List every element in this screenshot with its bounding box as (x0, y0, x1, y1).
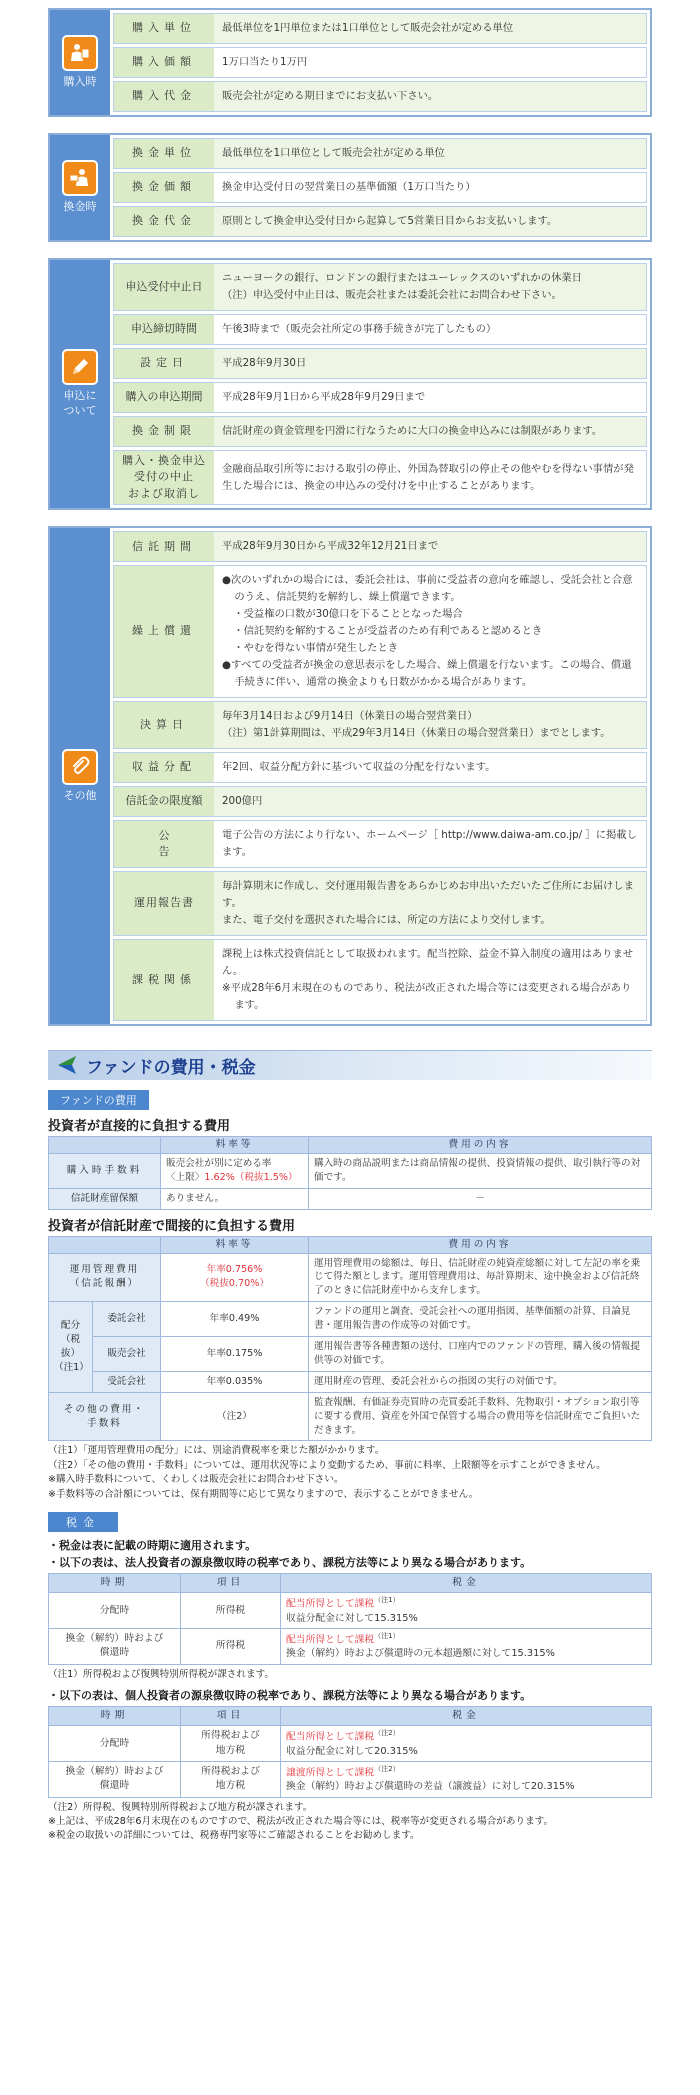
table-row (49, 1726, 652, 1762)
fees-section-title (48, 1050, 652, 1080)
row-label: 換金代金 (114, 207, 214, 236)
row-value: 平成28年9月30日 (214, 349, 646, 378)
person-cash-icon (62, 160, 98, 196)
tax-pill: 税金 (48, 1512, 118, 1532)
time-cell: 換金（解約）時および 償還時 (49, 1629, 181, 1665)
table-row (49, 1593, 652, 1629)
row-value: 課税上は株式投資信託として取扱われます。配当控除、益金不算入制度の適用はありません。 ※平成28年6月末現在のものであり、税法が改正された場合等には変更される場合があります。 (222, 948, 634, 1011)
application-restriction-row (113, 416, 647, 447)
corporate-tax-note: （注1）所得税および復興特別所得税が課されます。 (48, 1668, 274, 1680)
other-side (50, 528, 110, 1024)
time-cell: 換金（解約）時および 償還時 (49, 1762, 181, 1798)
row-label: 繰上償還 (114, 566, 214, 697)
row-value: ニューヨークの銀行、ロンドンの銀行またはユーレックスのいずれかの休業日 （注）申込受付中止日は、販売会社または委託会社にお問合わせ下さい。 (214, 264, 646, 310)
application-setup-date-row (113, 348, 647, 379)
row-label: 購入単位 (114, 14, 214, 43)
tax-cell: 譲渡所得として課税$^{(注2)}$ 換金（解約）時および償還時の差益（譲渡益）に対して20.315% (281, 1762, 652, 1798)
corporate-tax-table (48, 1573, 652, 1665)
rate-cell: 年率0.756% （税抜0.70%） (161, 1253, 309, 1302)
purchase-box (48, 8, 652, 117)
col-time: 時期 (49, 1707, 181, 1726)
content-cell: 購入時の商品説明または商品情報の提供、投資情報の提供、取引執行等の対価です。 (309, 1153, 652, 1188)
col-tax: 税金 (281, 1707, 652, 1726)
row-label: 購入価額 (114, 48, 214, 77)
row-value: 最低単位を1口単位として販売会社が定める単位 (214, 139, 646, 168)
allocation-header: 配分 （税抜） （注1） (49, 1302, 93, 1393)
other-box (48, 526, 652, 1026)
row-value: 換金申込受付日の翌営業日の基準価額（1万口当たり） (222, 180, 476, 193)
trust-limit-row (113, 786, 647, 817)
allocation-name: 販売会社 (93, 1337, 161, 1372)
direct-fees-heading: 投資者が直接的に負担する費用 (48, 1118, 231, 1134)
other-side-label: その他 (63, 788, 97, 802)
tax-cell: 配当所得として課税$^{(注1)}$ 収益分配金に対して15.315% (281, 1593, 652, 1629)
row-value: 平成28年9月30日から平成32年12月21日まで (214, 532, 646, 561)
fee-notes: （注1）「運用管理費用の配分」には、別途消費税率を乗じた額がかかります。 （注2）「その他の費用・手数料」については、運用状況等により変動するため、事前に料率、上限額等を示すことができません。 ※購入時手数料について、くわしくは販売会社にお問合わせ下さい。 ※手数料等の合計額については、保有期間等に応じて異なりますので、表示することができません。 (48, 1445, 606, 1500)
row-label: 購入の申込期間 (114, 383, 214, 412)
table-row (49, 1371, 652, 1392)
paperclip-icon (62, 749, 98, 785)
exchange-box (48, 133, 652, 242)
col-content: 費用の内容 (309, 1236, 652, 1253)
row-value: 電子公告の方法により行ない、ホームページ［ http://www.daiwa-am.co.jp/ ］に掲載します。 (222, 829, 637, 859)
row-value: 信託財産の資金管理を円滑に行なうために大口の換金申込みには制限があります。 (214, 417, 646, 446)
individual-tax-intro: ・以下の表は、個人投資者の源泉徴収時の税率であり、課税方法等により異なる場合があります。 (48, 1689, 532, 1703)
settlement-date-row (113, 701, 647, 749)
tax-notes: （注2）所得税、復興特別所得税および地方税が課されます。 ※上記は、平成28年6月末現在のものですので、税法が改正された場合等には、税率等が変更される場合があります。 ※税金の取扱いの詳細については、税務専門家等にご確認されることをお勧めします。 (48, 1801, 554, 1842)
purchase-payment-row (113, 81, 647, 112)
rate-cell: （注2） (161, 1392, 309, 1441)
row-header: その他の費用・ 手数料 (49, 1392, 161, 1441)
tax-cell: 配当所得として課税$^{(注1)}$ 換金（解約）時および償還時の元本超過額に対して15.315% (281, 1629, 652, 1665)
table-row (49, 1302, 652, 1337)
application-period-row (113, 382, 647, 413)
purchase-side (50, 10, 110, 115)
row-value: 販売会社が定める期日までにお支払い下さい。 (214, 82, 646, 111)
row-label: 収益分配 (114, 753, 214, 782)
exchange-unit-row (113, 138, 647, 169)
time-cell: 分配時 (49, 1726, 181, 1762)
content-cell: 監査報酬、有価証券売買時の売買委託手数料、先物取引・オプション取引等に要する費用、資産を外国で保管する場合の費用等を信託財産でご負担いただきます。 (309, 1392, 652, 1441)
report-row (113, 871, 647, 936)
table-row (49, 1253, 652, 1302)
content-cell: 運用財産の管理、委託会社からの指図の実行の対価です。 (309, 1371, 652, 1392)
row-value: 200億円 (214, 787, 646, 816)
content-cell: ファンドの運用と調査、受託会社への運用指図、基準価額の計算、目論見書・運用報告書の作成等の対価です。 (309, 1302, 652, 1337)
early-redemption-row (113, 565, 647, 698)
row-value: 平成28年9月1日から平成28年9月29日まで (222, 390, 426, 403)
row-label: 申込締切時間 (114, 315, 214, 344)
allocation-name: 受託会社 (93, 1371, 161, 1392)
rate-cell: 販売会社が別に定める率 〈上限〉1.62%（税抜1.5%） (161, 1153, 309, 1188)
table-row (49, 1392, 652, 1441)
row-value: 最低単位を1円単位または1口単位として販売会社が定める単位 (214, 14, 646, 43)
exchange-side-label: 換金時 (63, 200, 97, 213)
purchase-price-row (113, 47, 647, 78)
row-value: ●次のいずれかの場合には、委託会社は、事前に受益者の意向を確認し、受託会社と合意のうえ、信託契約を解約し、繰上償還できます。 ・受益権の口数が30億口を下ることとなった場合 ・信託契約を解約することが受益者のため有利であると認めるとき ・やむを得ない事情が発生したとき ●すべての受益者が換金の意思表示をした場合、繰上償還を行ないます。この場合、償還手続きに伴い、通常の換金よりも日数がかかる場合があります。 (222, 574, 633, 689)
col-rate: 料率等 (161, 1236, 309, 1253)
content-cell: 運用報告書等各種書類の送付、口座内でのファンドの管理、購入後の情報提供等の対価です。 (309, 1337, 652, 1372)
row-label: 信託金の限度額 (114, 787, 214, 816)
row-value: 午後3時まで（販売会社所定の事務手続きが完了したもの） (222, 322, 497, 335)
col-item: 項目 (181, 1707, 281, 1726)
tax-intro: ・税金は表に記載の時期に適用されます。 ・以下の表は、法人投資者の源泉徴収時の税率であり、課税方法等により異なる場合があります。 (48, 1539, 532, 1570)
exchange-price-row (113, 172, 647, 203)
col-item: 項目 (181, 1574, 281, 1593)
individual-tax-table (48, 1706, 652, 1798)
purchase-side-label: 購入時 (63, 75, 97, 89)
tax-cell: 配当所得として課税$^{(注2)}$ 収益分配金に対して20.315% (281, 1726, 652, 1762)
allocation-name: 委託会社 (93, 1302, 161, 1337)
taxation-row (113, 939, 647, 1021)
triangle-icon (56, 1054, 78, 1076)
time-cell: 分配時 (49, 1593, 181, 1629)
content-cell: 運用管理費用の総額は、毎日、信託財産の純資産総額に対して左記の率を乗じて得た額とします。運用管理費用は、毎計算期末、途中換金および信託終了のときに信託財産中から支弁します。 (309, 1253, 652, 1302)
row-value: 毎計算期末に作成し、交付運用報告書をあらかじめお申出いただいたご住所にお届けします。 また、電子交付を選択された場合には、所定の方法により交付します。 (214, 872, 646, 935)
row-label: 申込受付中止日 (114, 264, 214, 310)
pencil-icon (62, 349, 98, 385)
rate-cell: ありません。 (161, 1188, 309, 1209)
purchase-unit-row (113, 13, 647, 44)
row-label: 運用報告書 (114, 872, 214, 935)
row-value: 毎年3月14日および9月14日（休業日の場合翌営業日） （注）第1計算期間は、平成29年3月14日（休業日の場合翌営業日）までとします。 (214, 702, 646, 748)
row-label: 購入代金 (114, 82, 214, 111)
trust-period-row (113, 531, 647, 562)
row-label: 公告 (114, 821, 214, 867)
direct-fees-table (48, 1136, 652, 1210)
application-suspension-day-row (113, 263, 647, 311)
application-cancel-row (113, 450, 647, 506)
section-heading: ファンドの費用・税金 (86, 1057, 256, 1078)
row-value: 年2回、収益分配方針に基づいて収益の分配を行ないます。 (222, 761, 496, 774)
rate-cell: 年率0.175% (161, 1337, 309, 1372)
table-row (49, 1188, 652, 1209)
row-header: 運用管理費用 （信託報酬） (49, 1253, 161, 1302)
rate-cell: 年率0.035% (161, 1371, 309, 1392)
header-blank (49, 1236, 161, 1253)
row-label: 設定日 (114, 349, 214, 378)
application-box (48, 258, 652, 510)
content-cell: － (309, 1188, 652, 1209)
item-cell: 所得税および 地方税 (181, 1726, 281, 1762)
row-label: 課税関係 (114, 940, 214, 1020)
header-blank (49, 1136, 161, 1153)
row-label: 購入・換金申込 受付の中止 および取消し (114, 451, 214, 505)
row-value: 1万口当たり1万円 (222, 55, 308, 68)
row-header: 購入時手数料 (49, 1153, 161, 1188)
exchange-payment-row (113, 206, 647, 237)
table-row (49, 1629, 652, 1665)
row-label: 換金制限 (114, 417, 214, 446)
application-side-label: 申込に ついて (63, 389, 97, 418)
table-row (49, 1762, 652, 1798)
item-cell: 所得税 (181, 1629, 281, 1665)
col-tax: 税金 (281, 1574, 652, 1593)
application-deadline-row (113, 314, 647, 345)
row-label: 決算日 (114, 702, 214, 748)
exchange-side (50, 135, 110, 240)
col-content: 費用の内容 (309, 1136, 652, 1153)
fund-fees-pill: ファンドの費用 (48, 1090, 149, 1110)
distribution-row (113, 752, 647, 783)
row-value: 金融商品取引所等における取引の停止、外国為替取引の停止その他やむを得ない事情が発生した場合には、換金の申込みの受付けを中止することがあります。 (222, 462, 634, 492)
row-header: 信託財産留保額 (49, 1188, 161, 1209)
row-label: 信託期間 (114, 532, 214, 561)
row-label: 換金単位 (114, 139, 214, 168)
public-notice-row (113, 820, 647, 868)
item-cell: 所得税および 地方税 (181, 1762, 281, 1798)
item-cell: 所得税 (181, 1593, 281, 1629)
table-row (49, 1153, 652, 1188)
row-value: 原則として換金申込受付日から起算して5営業日目からお支払いします。 (214, 207, 646, 236)
person-document-icon (62, 35, 98, 71)
row-label: 換金価額 (114, 173, 214, 202)
application-side (50, 260, 110, 508)
col-time: 時期 (49, 1574, 181, 1593)
indirect-fees-heading: 投資者が信託財産で間接的に負担する費用 (48, 1218, 296, 1234)
rate-cell: 年率0.49% (161, 1302, 309, 1337)
indirect-fees-table (48, 1236, 652, 1442)
table-row (49, 1337, 652, 1372)
col-rate: 料率等 (161, 1136, 309, 1153)
